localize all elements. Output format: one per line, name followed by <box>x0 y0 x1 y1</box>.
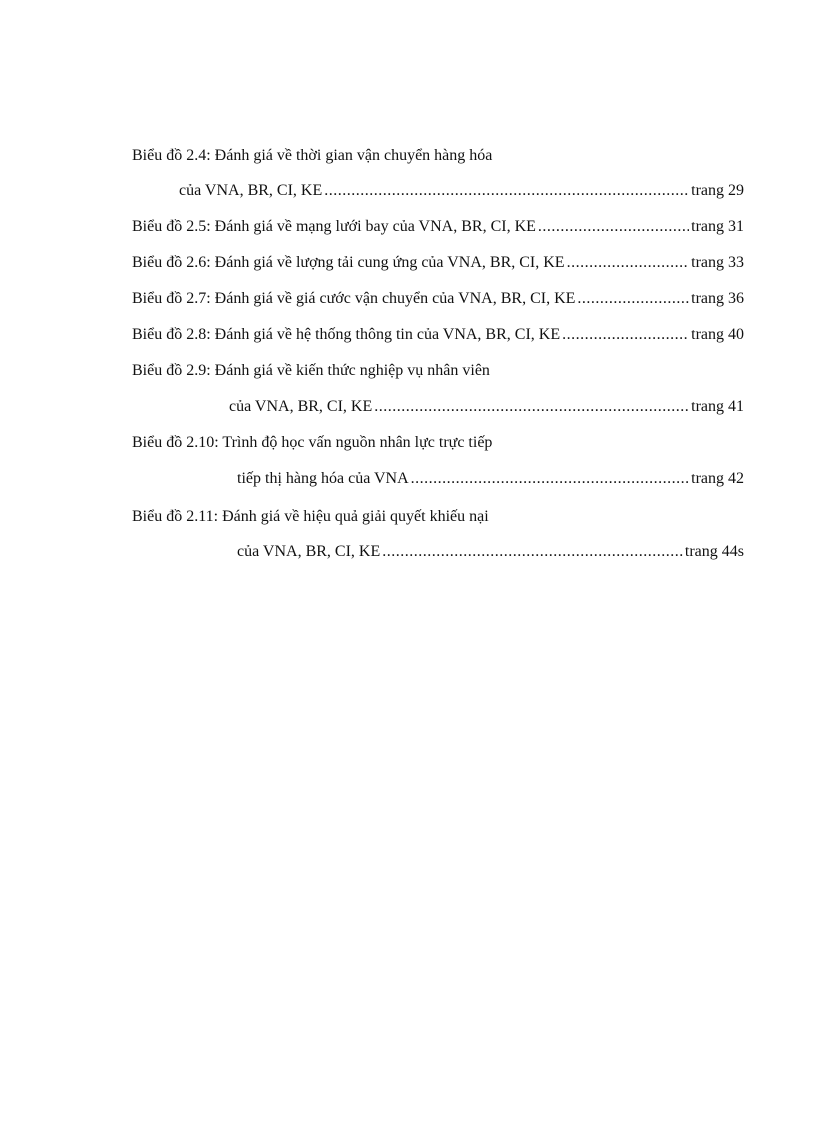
toc-page-number: trang 44s <box>684 543 744 560</box>
dot-leader <box>577 289 689 309</box>
toc-page-number: trang 41 <box>691 398 744 415</box>
toc-entry-title: Biểu đồ 2.6: Đánh giá về lượng tải cung ứng của VNA, BR, CI, KE <box>132 254 565 271</box>
toc-entry-continuation-text: của VNA, BR, CI, KE <box>229 398 373 415</box>
toc-entry-continuation-text: của VNA, BR, CI, KE <box>179 182 323 199</box>
toc-entry-continuation-text: của VNA, BR, CI, KE <box>237 543 381 560</box>
toc-page-number: trang 42 <box>691 470 744 487</box>
toc-entry-continuation <box>237 542 744 562</box>
dot-leader <box>538 217 689 237</box>
dot-leader <box>562 325 689 345</box>
toc-entry-title: Biểu đồ 2.5: Đánh giá về mạng lưới bay của VNA, BR, CI, KE <box>132 218 536 235</box>
toc-entry <box>132 253 744 273</box>
dot-leader <box>324 181 689 201</box>
toc-entry-title: Biểu đồ 2.7: Đánh giá về giá cước vận chuyển của VNA, BR, CI, KE <box>132 290 576 307</box>
dot-leader <box>567 253 690 273</box>
toc-page-number: trang 36 <box>691 290 744 307</box>
toc-entry <box>132 325 744 345</box>
toc-entry <box>132 217 744 237</box>
toc-page-number: trang 33 <box>691 254 744 271</box>
dot-leader <box>411 469 689 489</box>
toc-entry-continuation <box>237 469 744 489</box>
toc-entry-continuation-text: tiếp thị hàng hóa của VNA <box>237 470 409 487</box>
toc-page-number: trang 29 <box>691 182 744 199</box>
toc-entry-title: Biểu đồ 2.10: Trình độ học vấn nguồn nhân lực trực tiếp <box>132 434 493 451</box>
toc-entry-title: Biểu đồ 2.9: Đánh giá về kiến thức nghiệp vụ nhân viên <box>132 362 490 379</box>
dot-leader <box>374 397 689 417</box>
toc-entry-title: Biểu đồ 2.8: Đánh giá về hệ thống thông tin của VNA, BR, CI, KE <box>132 326 561 343</box>
toc-entry-title: Biểu đồ 2.4: Đánh giá về thời gian vận chuyển hàng hóa <box>132 147 493 164</box>
toc-entry-title: Biểu đồ 2.11: Đánh giá về hiệu quả giải quyết khiếu nại <box>132 508 489 525</box>
dot-leader <box>382 542 683 562</box>
toc-page-number: trang 40 <box>691 326 744 343</box>
toc-entry <box>132 289 744 309</box>
toc-entry-continuation <box>229 397 744 417</box>
toc-page-number: trang 31 <box>691 218 744 235</box>
toc-entry-continuation <box>179 181 744 201</box>
